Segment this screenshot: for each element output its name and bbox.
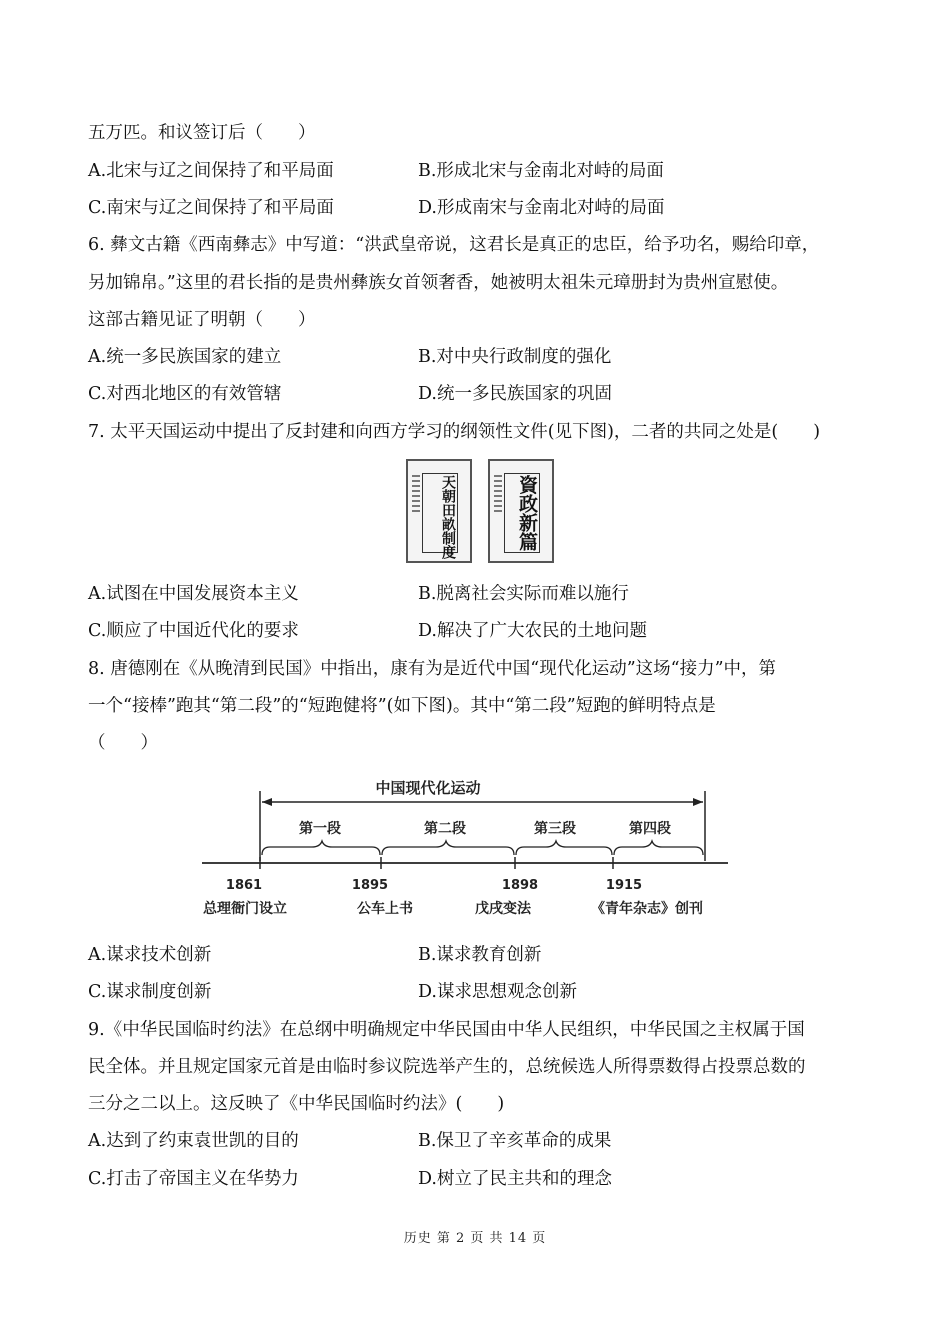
q7-stem: 7. 太平天国运动中提出了反封建和向西方学习的纲领性文件(见下图)，二者的共同之处是( ) xyxy=(88,422,821,442)
segment-label-2: 第二段 xyxy=(424,821,466,837)
book-title-2: 資政新篇 xyxy=(516,475,538,551)
q9-option-c[interactable]: C.打击了帝国主义在华势力 xyxy=(88,1169,299,1189)
q8-options-row2 xyxy=(88,980,868,1004)
q9-option-b[interactable]: B.保卫了辛亥革命的成果 xyxy=(418,1131,612,1151)
q7-option-d[interactable]: D.解决了广大农民的土地问题 xyxy=(418,621,647,641)
q5-option-a[interactable]: A.北宋与辽之间保持了和平局面 xyxy=(88,161,334,181)
segment-label-4: 第四段 xyxy=(629,821,671,837)
segment-brace-3 xyxy=(516,841,612,855)
q8-stem-line3: （ ） xyxy=(88,733,158,753)
year-1861: 1861 xyxy=(225,878,263,893)
q6-options-row1 xyxy=(88,345,868,369)
segment-label-3: 第三段 xyxy=(534,821,576,837)
q9-stem-line3: 三分之二以上。这反映了《中华民国临时约法》( ) xyxy=(88,1094,505,1114)
q8-options-row1 xyxy=(88,943,868,967)
q8-option-a[interactable]: A.谋求技术创新 xyxy=(88,945,212,965)
q8-option-c[interactable]: C.谋求制度创新 xyxy=(88,982,212,1002)
q7-book-images xyxy=(404,459,556,567)
q5-option-d[interactable]: D.形成南宋与金南北对峙的局面 xyxy=(418,198,665,218)
q7-options-row1 xyxy=(88,582,868,606)
q6-stem-line2: 另加锦帛。”这里的君长指的是贵州彝族女首领奢香，她被明太祖朱元璋册封为贵州宣慰使。 xyxy=(88,273,789,293)
q9-option-a[interactable]: A.达到了约束袁世凯的目的 xyxy=(88,1131,299,1151)
year-1915: 1915 xyxy=(605,878,643,893)
modernization-timeline xyxy=(200,765,730,925)
q9-options-row1 xyxy=(88,1129,868,1153)
timeline-arrow-right xyxy=(693,798,703,806)
q6-options-row2 xyxy=(88,382,868,406)
year-1895: 1895 xyxy=(351,878,389,893)
q8-option-d[interactable]: D.谋求思想观念创新 xyxy=(418,982,577,1002)
segment-brace-4 xyxy=(614,841,703,855)
book-title-1: 天朝田畝制度 xyxy=(440,475,456,559)
q7-option-b[interactable]: B.脱离社会实际而难以施行 xyxy=(418,584,629,604)
q5-options-row2 xyxy=(88,196,868,220)
event-wuxu-bianfa: 戊戌变法 xyxy=(475,901,531,917)
timeline-arrow-left xyxy=(262,798,272,806)
segment-brace-2 xyxy=(382,841,514,855)
q6-option-b[interactable]: B.对中央行政制度的强化 xyxy=(418,347,612,367)
q6-stem-line3: 这部古籍见证了明朝（ ） xyxy=(88,310,316,330)
q6-stem-line1: 6. 彝文古籍《西南彝志》中写道：“洪武皇帝说，这君长是真正的忠臣，给予功名，赐给印章， xyxy=(88,235,820,255)
segment-brace-1 xyxy=(262,841,380,855)
book-zizheng-xinpian xyxy=(488,459,554,563)
q5-stem: 五万匹。和议签订后（ ） xyxy=(88,123,316,143)
q9-stem-line2: 民全体。并且规定国家元首是由临时参议院选举产生的，总统候选人所得票数得占投票总数的 xyxy=(88,1057,806,1077)
book-side-text xyxy=(494,475,502,515)
book-side-text xyxy=(412,475,420,515)
q6-option-a[interactable]: A.统一多民族国家的建立 xyxy=(88,347,282,367)
q9-option-d[interactable]: D.树立了民主共和的理念 xyxy=(418,1169,612,1189)
event-zongli-yamen: 总理衙门设立 xyxy=(203,901,287,917)
q5-options-row1 xyxy=(88,159,868,183)
segment-label-1: 第一段 xyxy=(299,821,341,837)
q6-option-d[interactable]: D.统一多民族国家的巩固 xyxy=(418,384,612,404)
q7-option-c[interactable]: C.顺应了中国近代化的要求 xyxy=(88,621,299,641)
q7-option-a[interactable]: A.试图在中国发展资本主义 xyxy=(88,584,299,604)
q8-option-b[interactable]: B.谋求教育创新 xyxy=(418,945,542,965)
q8-stem-line2: 一个“接棒”跑其“第二段”的“短跑健将”(如下图)。其中“第二段”短跑的鲜明特点是 xyxy=(88,696,716,716)
q9-stem-line1: 9.《中华民国临时约法》在总纲中明确规定中华民国由中华人民组织，中华民国之主权属于国 xyxy=(88,1020,805,1040)
timeline-title: 中国现代化运动 xyxy=(375,779,481,797)
q6-option-c[interactable]: C.对西北地区的有效管辖 xyxy=(88,384,282,404)
page-footer: 历史 第 2 页 共 14 页 xyxy=(403,1231,547,1246)
q7-options-row2 xyxy=(88,619,868,643)
event-qingnian-zazhi: 《青年杂志》创刊 xyxy=(591,901,703,917)
event-gongche-shangshu: 公车上书 xyxy=(357,901,413,917)
q8-stem-line1: 8. 唐德刚在《从晚清到民国》中指出，康有为是近代中国“现代化运动”这场“接力”中，第 xyxy=(88,659,777,679)
q5-option-b[interactable]: B.形成北宋与金南北对峙的局面 xyxy=(418,161,664,181)
year-1898: 1898 xyxy=(501,878,539,893)
q9-options-row2 xyxy=(88,1167,868,1191)
q5-option-c[interactable]: C.南宋与辽之间保持了和平局面 xyxy=(88,198,334,218)
book-tianchao-tianmu xyxy=(406,459,472,563)
